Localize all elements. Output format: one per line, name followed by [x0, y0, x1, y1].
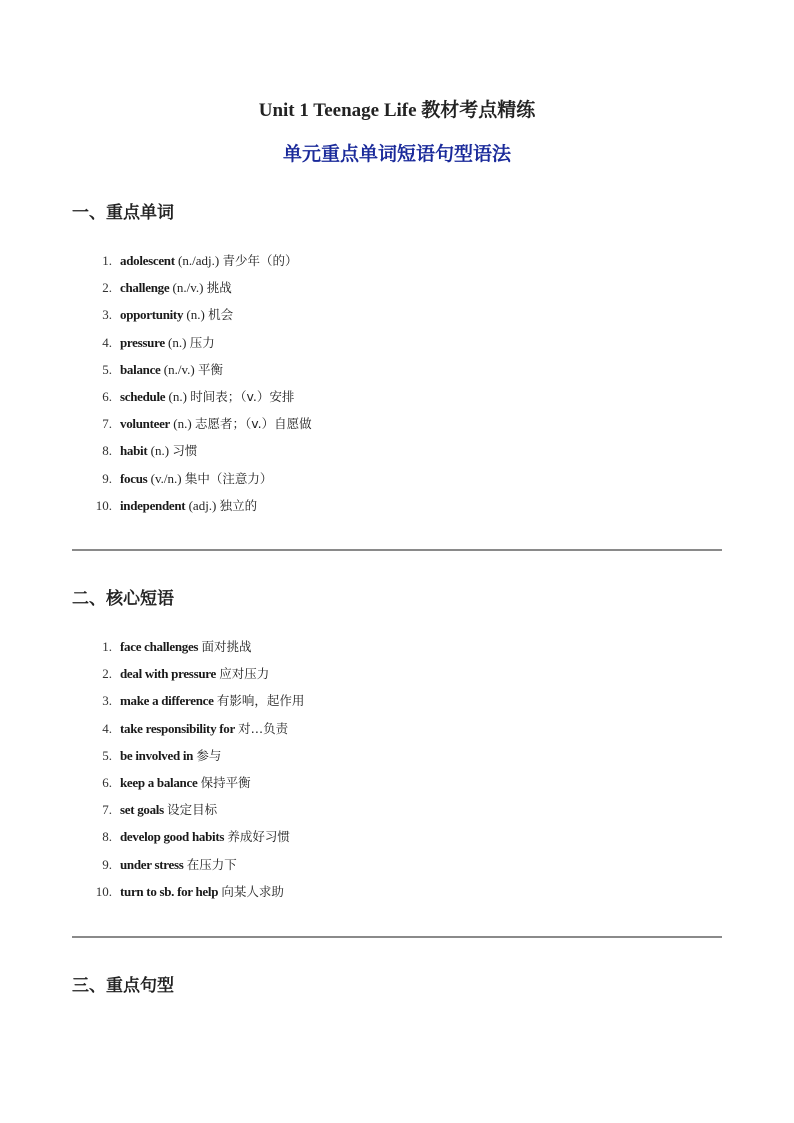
section-heading-key-sentences: 三、重点句型: [72, 976, 174, 996]
document-subtitle: 单元重点单词短语句型语法: [282, 143, 511, 165]
item-term: opportunity: [120, 307, 184, 323]
section-heading-key-words: 一、重点单词: [72, 203, 174, 223]
item-number: 5.: [102, 361, 112, 377]
core-phrases-list: [88, 633, 304, 905]
list-item: [88, 274, 312, 301]
item-term: schedule: [120, 388, 166, 404]
list-item: [88, 247, 312, 274]
item-term: balance: [120, 361, 161, 377]
item-part-of-speech: (n.): [173, 416, 192, 432]
item-meaning: 习惯: [172, 443, 198, 459]
item-meaning: 平衡: [197, 361, 223, 377]
item-term: independent: [120, 497, 186, 513]
list-item: [88, 796, 304, 823]
item-term: volunteer: [120, 416, 171, 432]
item-meaning: 设定目标: [167, 802, 218, 818]
item-number: 4.: [102, 720, 112, 736]
item-term: challenge: [120, 280, 170, 296]
list-item: [88, 823, 304, 850]
item-meaning: 集中（注意力）: [184, 470, 273, 486]
item-meaning: 机会: [208, 307, 234, 323]
item-number: 1.: [102, 253, 112, 268]
item-term: be involved in: [120, 747, 194, 763]
list-item: [88, 356, 312, 383]
item-meaning: 保持平衡: [200, 774, 251, 790]
item-number: 8.: [102, 829, 112, 845]
item-number: 2.: [102, 666, 112, 682]
item-meaning: 在压力下: [186, 856, 237, 872]
section-divider: [72, 936, 722, 938]
item-number: 6.: [102, 774, 112, 790]
list-item: [88, 715, 304, 742]
item-term: under stress: [120, 856, 184, 872]
item-meaning: 挑战: [206, 280, 232, 296]
item-term: face challenges: [120, 639, 199, 654]
item-number: 6.: [102, 388, 112, 404]
item-number: 2.: [102, 280, 112, 296]
item-meaning: 对…负责: [238, 720, 289, 736]
item-term: habit: [120, 443, 148, 459]
item-part-of-speech: (n./adj.): [178, 253, 220, 268]
list-item: [88, 465, 312, 492]
item-meaning: 应对压力: [219, 666, 270, 682]
item-part-of-speech: (n./v.): [163, 361, 195, 377]
list-item: [88, 437, 312, 464]
item-number: 5.: [102, 747, 112, 763]
item-term: set goals: [120, 802, 164, 818]
section-heading-core-phrases: 二、核心短语: [72, 589, 174, 609]
item-term: deal with pressure: [120, 666, 216, 682]
item-number: 9.: [102, 856, 112, 872]
item-part-of-speech: (n.): [186, 307, 205, 323]
list-item: [88, 329, 312, 356]
list-item: [88, 851, 304, 878]
list-item: [88, 383, 312, 410]
list-item: [88, 633, 304, 660]
item-number: 3.: [102, 307, 112, 323]
item-number: 7.: [102, 802, 112, 818]
item-meaning: 参与: [196, 747, 222, 763]
item-part-of-speech: (n./v.): [172, 280, 204, 296]
item-meaning: 独立的: [219, 497, 258, 513]
list-item: [88, 301, 312, 328]
item-meaning: 养成好习惯: [227, 829, 290, 845]
list-item: [88, 742, 304, 769]
key-words-list: [88, 247, 312, 519]
item-term: take responsibility for: [120, 720, 235, 736]
item-meaning: 有影响，起作用: [216, 693, 305, 709]
item-term: keep a balance: [120, 774, 198, 790]
item-number: 9.: [102, 470, 112, 486]
item-number: 4.: [102, 334, 112, 350]
list-item: [88, 492, 312, 519]
item-meaning: 时间表；（v.）安排: [190, 388, 295, 404]
item-term: pressure: [120, 334, 165, 350]
item-number: 10.: [95, 497, 112, 513]
item-meaning: 面对挑战: [201, 639, 252, 654]
list-item: [88, 878, 304, 905]
item-number: 1.: [102, 639, 112, 654]
item-term: adolescent: [120, 253, 175, 268]
item-meaning: 向某人求助: [221, 883, 284, 899]
item-number: 7.: [102, 416, 112, 432]
item-meaning: 青少年（的）: [222, 253, 298, 268]
list-item: [88, 410, 312, 437]
item-part-of-speech: (n.): [150, 443, 170, 459]
item-term: focus: [120, 470, 148, 486]
list-item: [88, 687, 304, 714]
item-meaning: 志愿者；（v.）自愿做: [194, 416, 312, 432]
item-term: develop good habits: [120, 829, 225, 845]
item-term: make a difference: [120, 693, 214, 709]
list-item: [88, 660, 304, 687]
item-number: 10.: [95, 883, 112, 899]
item-number: 8.: [102, 443, 112, 459]
document-title: Unit 1 Teenage Life 教材考点精练: [258, 100, 536, 121]
item-part-of-speech: (adj.): [188, 497, 217, 513]
item-part-of-speech: (n.): [168, 388, 187, 404]
item-part-of-speech: (v./n.): [150, 470, 182, 486]
item-part-of-speech: (n.): [168, 334, 187, 350]
item-term: turn to sb. for help: [120, 883, 219, 899]
list-item: [88, 769, 304, 796]
section-divider: [72, 549, 722, 551]
item-number: 3.: [102, 693, 112, 709]
item-meaning: 压力: [189, 334, 215, 350]
